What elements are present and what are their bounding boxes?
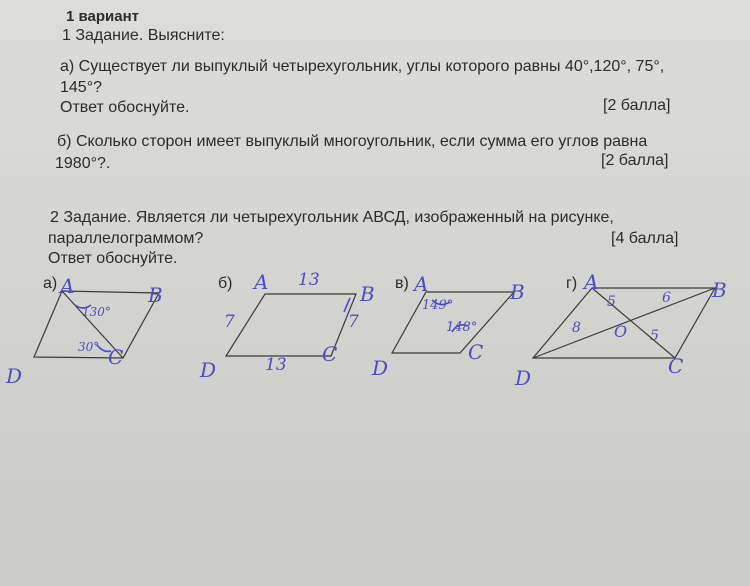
fig-b-vertex-C: C [322,342,338,366]
fig-g-vertex-D: D [515,366,532,390]
fig-a-vertex-B: B [148,283,163,307]
fig-v-angle-A: 149° [422,298,454,313]
fig-v-vertex-B: B [510,280,525,304]
fig-g-OC: 5 [650,328,659,344]
fig-b-right-side: 7 [348,312,359,332]
task1-b-points: [2 балла] [601,152,669,169]
variant-title: 1 вариант [66,8,140,25]
fig-g-label: г) [566,275,578,292]
fig-g-OB: 6 [662,290,671,306]
fig-g-AO: 5 [607,294,616,310]
fig-v-vertex-A: A [414,272,429,296]
fig-b-bottom-side: 13 [265,355,287,375]
task1-title: 1 Задание. Выясните: [62,27,225,44]
fig-b-left-side: 7 [224,312,235,332]
task2-line1: 2 Задание. Является ли четырехугольник АВСД, изображенный на рисунке, [50,209,614,226]
fig-g-vertex-A: A [584,270,599,294]
fig-g-center-O: O [614,322,628,341]
task1-a-line1: а) Существует ли выпуклый четырехугольник, углы которого равны 40°,120°, 75°, [60,58,665,75]
task1-a-line3: Ответ обоснуйте. [60,99,190,116]
fig-g-vertex-C: C [668,354,684,378]
task1-a-line2: 145°? [60,79,102,96]
fig-v-label: в) [395,275,409,292]
task2-line2: параллелограммом? [48,230,204,247]
fig-a-vertex-A: A [60,274,75,298]
fig-a-vertex-D: D [6,364,23,388]
fig-g-DO: 8 [572,320,581,336]
fig-a-label: а) [43,275,58,292]
task1-b-line2: 1980°?. [55,155,111,172]
task2-points: [4 балла] [611,230,679,247]
task2-line3: Ответ обоснуйте. [48,250,178,267]
fig-v-angle-C: 148° [446,320,478,335]
task1-a-points: [2 балла] [603,97,671,114]
fig-v-vertex-D: D [372,356,389,380]
fig-a-vertex-C: C [108,345,124,369]
fig-b-vertex-A: A [254,270,269,294]
fig-a-angle-top: 130° [82,305,111,319]
fig-b-vertex-B: B [360,282,375,306]
fig-b-vertex-D: D [200,358,217,382]
fig-b-top-side: 13 [298,270,320,290]
fig-g-vertex-B: B [712,278,727,302]
fig-v-vertex-C: C [468,340,484,364]
fig-b-label: б) [218,275,233,292]
task1-b-line1: б) Сколько сторон имеет выпуклый многоугольник, если сумма его углов равна [57,133,648,150]
fig-a-angle-bottom: 30° [78,340,100,354]
